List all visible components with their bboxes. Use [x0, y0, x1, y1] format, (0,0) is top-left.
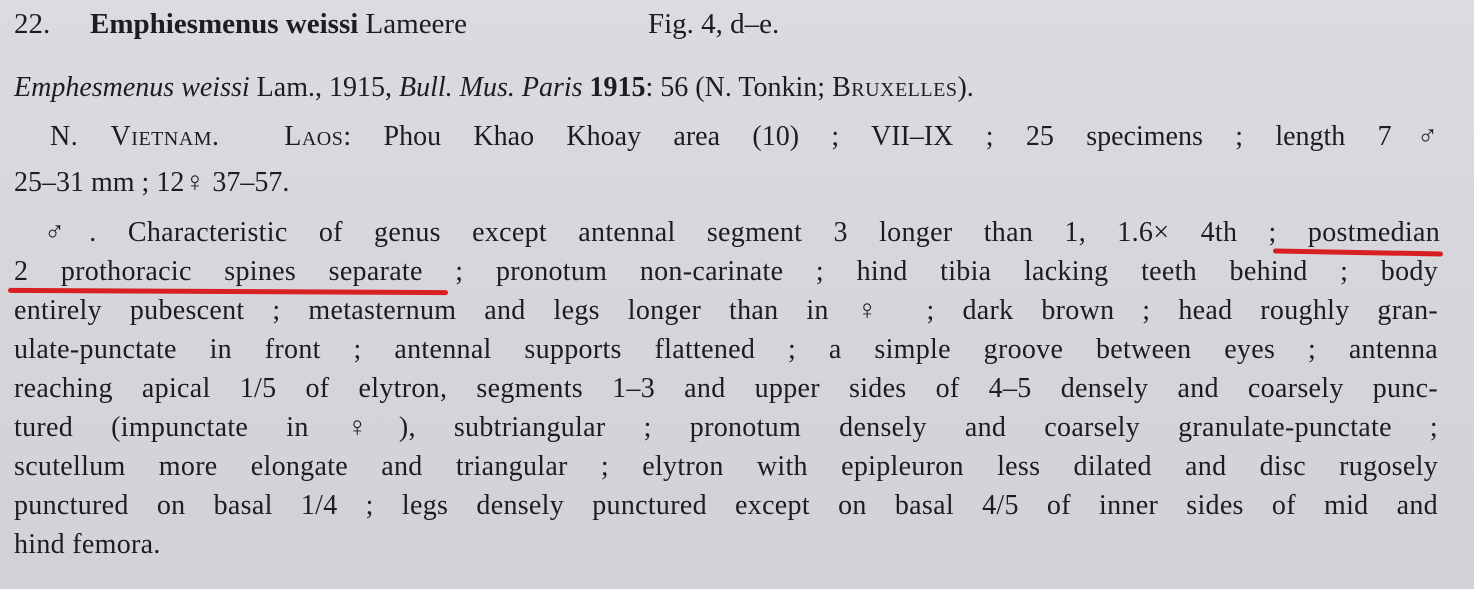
citation-line: [14, 72, 974, 104]
description-line: reaching apical 1/5 of elytron, segments 1–3 and upper sides of 4–5 densely and coarsely punc-: [14, 373, 1438, 404]
description-line: punctured on basal 1/4 ; legs densely punctured except on basal 4/5 of inner sides of mid and: [14, 490, 1438, 521]
citation-name: Emphesmenus weissi: [14, 72, 250, 103]
locality-details: : Phou Khao Khoay area (10) ; VII–IX ; 25 specimens ; length 7♂: [343, 121, 1438, 152]
description-line: entirely pubescent ; metasternum and legs longer than in ♀ ; dark brown ; head roughly gran-: [14, 295, 1438, 326]
description-line: tured (impunctate in ♀), subtriangular ; pronotum densely and coarsely granulate-punctate ;: [14, 412, 1438, 443]
description-line: ♂. Characteristic of genus except antennal segment 3 longer than 1, 1.6× 4th ; postmedian: [44, 217, 1440, 248]
citation-page-locality: : 56 (N. Tonkin;: [645, 72, 826, 103]
figure-reference: Fig. 4, d–e.: [648, 8, 780, 40]
locality-line-1: [50, 121, 1438, 153]
citation-volume: 1915: [589, 72, 646, 103]
entry-number: 22.: [14, 8, 51, 40]
species-name: Emphiesmenus weissi: [90, 8, 359, 40]
citation-author-year: Lam., 1915,: [256, 72, 392, 103]
citation-journal: Bull. Mus. Paris: [398, 72, 583, 103]
species-author: Lameere: [365, 8, 467, 40]
description-line: hind femora.: [14, 529, 161, 560]
locality-region-1: N. Vietnam.: [50, 121, 220, 152]
description-line: scutellum more elongate and triangular ; elytron with epipleuron less dilated and disc rugosely: [14, 451, 1438, 482]
locality-region-2: Laos: [284, 121, 344, 152]
citation-closing: ).: [957, 72, 974, 103]
citation-depository: Bruxelles: [832, 72, 958, 103]
description-line: 2 prothoracic spines separate ; pronotum non-carinate ; hind tibia lacking teeth behind ; body: [14, 256, 1438, 287]
description-line: ulate-punctate in front ; antennal supports flattened ; a simple groove between eyes ; antenna: [14, 334, 1438, 365]
locality-line-2: 25–31 mm ; 12♀ 37–57.: [14, 167, 290, 198]
species-heading: [14, 8, 780, 40]
